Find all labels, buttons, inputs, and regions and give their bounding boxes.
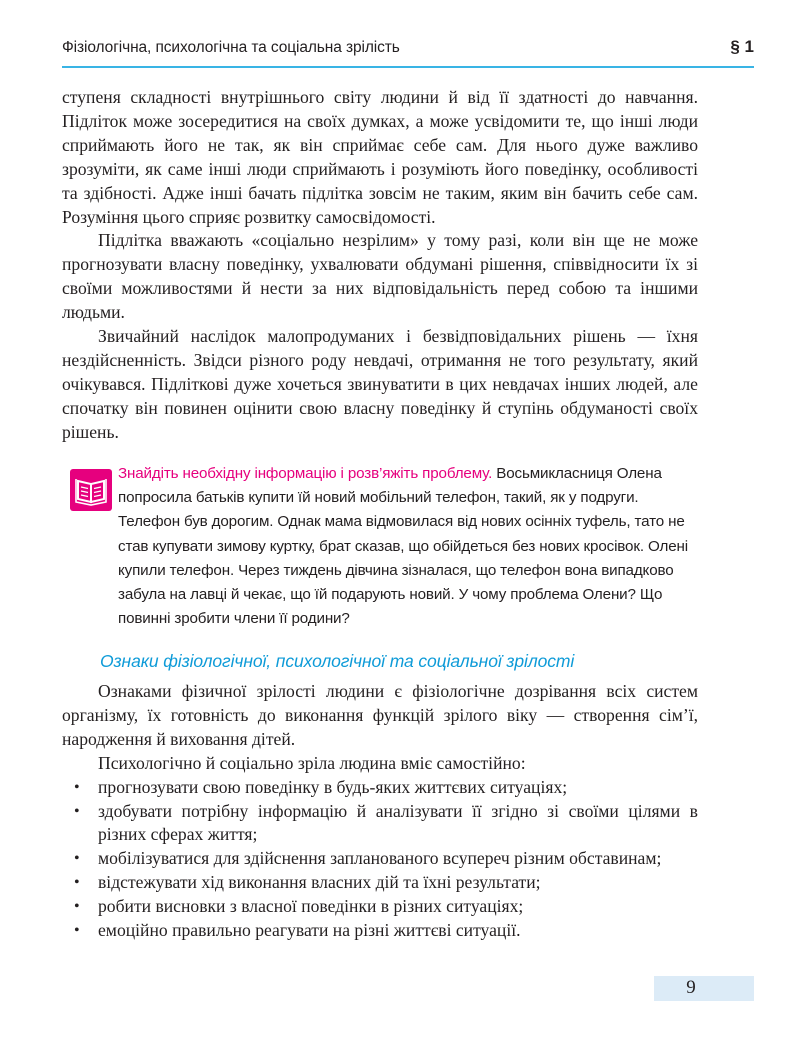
- list-item: • прогнозувати свою поведінку в будь-яких життєвих ситуаціях;: [62, 776, 698, 800]
- task-text: [118, 462, 698, 631]
- list-item: • мобілізуватися для здійснення запланованого всупереч різним обставинам;: [62, 847, 698, 871]
- list-item: • відстежувати хід виконання власних дій та їхні результати;: [62, 871, 698, 895]
- page-number: 9: [686, 977, 696, 998]
- bullet-icon: •: [74, 898, 80, 916]
- running-header: [62, 36, 754, 66]
- skills-list: [62, 776, 698, 943]
- open-book-icon: [70, 469, 112, 511]
- body-text-bottom: [62, 680, 698, 943]
- body-text-top: [62, 86, 698, 445]
- bullet-icon: •: [74, 922, 80, 940]
- section-number: § 1: [730, 37, 754, 56]
- paragraph: Підлітка вважають «соціально незрілим» у тому разі, коли він ще не може прогнозувати власну поведінку, ухвалювати обдумані рішення, співвідносити їх зі своїми можливостями й нести за них відповідальність перед собою та іншими людьми.: [62, 230, 698, 323]
- bullet-icon: •: [74, 874, 80, 892]
- paragraph: Ознаками фізичної зрілості людини є фізіологічне дозрівання всіх систем організму, їх готовність до виконання функцій зрілого віку — створення сім’ї, народження й виховання дітей.: [62, 681, 698, 749]
- bullet-icon: •: [74, 850, 80, 868]
- task-body: Восьмикласниця Олена попросила батьків купити їй новий мобільний телефон, такий, як у подруги. Телефон був дорогим. Однак мама відмовилася від нових осінніх туфель, тато не став купувати зимову куртку, брат сказав, що обійдеться без нових кросівок. Олені купили телефон. Через тиждень дівчина зізналася, що телефон вона випадково забула на лавці й чекає, що їй подарують новий. У чому проблема Олени? Що повинні зробити члени її родини?: [118, 465, 688, 628]
- task-lead: Знайдіть необхідну інформацію і розв’яжіть проблему.: [118, 465, 493, 482]
- paragraph: Психологічно й соціально зріла людина вміє самостійно:: [98, 752, 526, 773]
- header-title: Фізіологічна, психологічна та соціальна зрілість: [62, 39, 400, 56]
- task-box: [62, 462, 698, 628]
- paragraph: ступеня складності внутрішнього світу людини й від її здатності до навчання. Підліток може зосередитися на своїх думках, а може усвідомити те, що інші люди сприймають його не так, як він сприймає себе сам. Для нього дуже важливо зрозуміти, як саме інші люди сприймають і розуміють його поведінку, особливості та здібності. Адже інші бачать підлітка зовсім не таким, яким він бачить себе сам. Розуміння цього сприяє розвитку самосвідомості.: [62, 87, 698, 227]
- list-item: • емоційно правильно реагувати на різні життєві ситуації.: [62, 919, 698, 943]
- section-heading: Ознаки фізіологічної, психологічної та соціальної зрілості: [100, 651, 575, 671]
- bullet-icon: •: [74, 802, 80, 820]
- header-divider: [62, 66, 754, 68]
- list-item: • здобувати потрібну інформацію й аналізувати її згідно зі своїми цілями в різних сферах життя;: [74, 800, 698, 845]
- bullet-icon: •: [74, 778, 80, 796]
- list-item: • робити висновки з власної поведінки в різних ситуаціях;: [62, 895, 698, 919]
- paragraph: Звичайний наслідок малопродуманих і безвідповідальних рішень — їхня нездійсненність. Звідси різного роду невдачі, отримання не того результату, який очікувався. Підліткові дуже хочеться звинуватити в цих невдачах інших людей, але спочатку він повинен оцінити свою власну поведінку й ступінь обдуманості своїх рішень.: [62, 326, 698, 442]
- page-number-box: [654, 976, 754, 1001]
